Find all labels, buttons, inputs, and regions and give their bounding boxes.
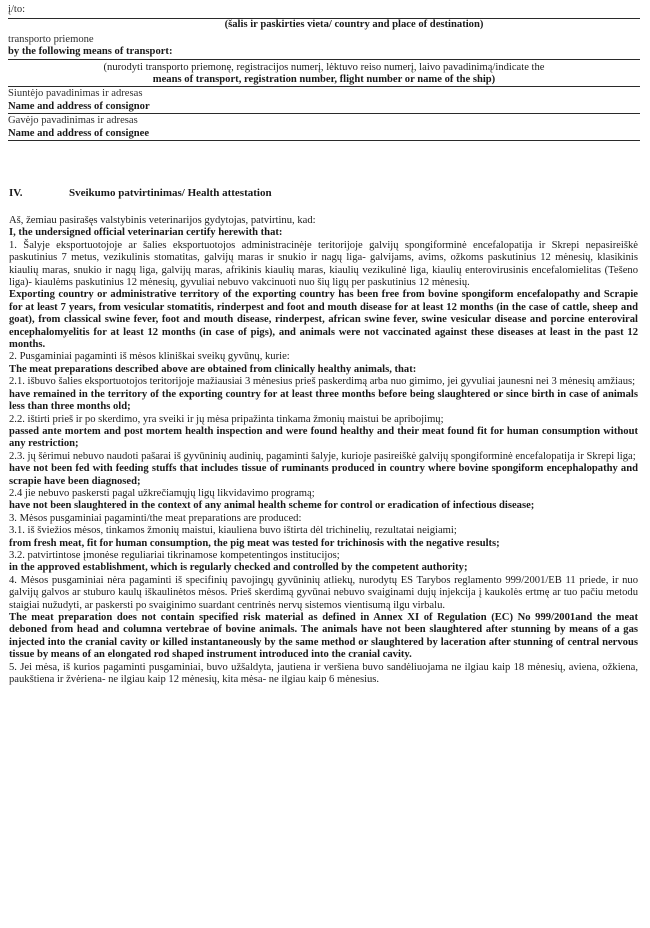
paragraph-3-lt: 3. Mėsos pusgaminiai pagaminti/the meat preparations are produced:	[9, 512, 302, 524]
section-title	[9, 187, 272, 199]
paragraph-4-en: The meat preparation does not contain specified risk material as defined in Annex XI of Regulation (EC) No 999/2001and the meat deboned from head and columna vertebrae of bovine animals. The animals have not been slaughtered after stunning by means of a gas injected into the cranial cavity or killed instantaneously by the same method or slaughtered by laceration after stunning of central nervous tissue by means of an elongated rod shaped instrument introduced into the cranial cavity.	[9, 612, 638, 661]
to-label: į/to:	[8, 4, 26, 15]
paragraph-3-2-en: in the approved establishment, which is regularly checked and controlled by the competent authority;	[9, 562, 468, 574]
paragraph-2-4-en: have not been slaughtered in the context of any animal health scheme for control or eradication of infectious disease;	[9, 500, 535, 512]
paragraph-2-1-en: have remained in the territory of the exporting country for at least three months before being slaughtered or since birth in case of animals less than three months old;	[9, 388, 638, 413]
paragraph-2-4-lt: 2.4 jie nebuvo paskersti pagal užkrečiamųjų ligų likvidavimo programą;	[9, 487, 315, 499]
paragraph-3-1-lt: 3.1. iš šviežios mėsos, tinkamos žmonių maistui, kiauliena buvo ištirta dėl trichinelių, rezultatai neigiami;	[9, 525, 457, 537]
transport-note-line-2: means of transport, registration number, flight number or name of the ship)	[8, 74, 640, 87]
transport-note-line-1: (nurodyti transporto priemonę, registracijos numerį, lėktuvo reiso numerį, laivo pavadinimą/indicate the	[103, 61, 545, 73]
paragraph-3-1-en: from fresh meat, fit for human consumption, the pig meat was tested for trichinosis with the negative results;	[9, 537, 500, 549]
transport-label-lt: transporto priemone	[8, 33, 94, 45]
consignor-label-en: Name and address of consignor	[8, 101, 640, 114]
transport-label-en: by the following means of transport:	[8, 46, 640, 59]
paragraph-1-lt: 1. Šalyje eksportuotojoje ar šalies eksportuotojos administracinėje teritorijoje galvijų spongiforminė encefalopatija ir Skrepi nepasireiškė paskutinius 7 metus, vezikulinis stomatitas, galvijų maras ir snukio ir nagų liga- galvijams, avims, ožkoms paskutinius 12 mėnesių, klasikinis kiaulių maras, snukio ir nagų liga, galvijų maras, afrikinis kiaulių maras, kiaulių vezikulinė liga, kiaulių enterovirusinis encefalomielitas (Tešeno liga)- kiaulėms paskutinius 12 mėnesių, gyvuliai nebuvo vakcinuoti nuo šių ligų per paskutinius 12 mėnesių.	[9, 239, 638, 289]
intro-en: I, the undersigned official veterinarian certify herewith that:	[9, 227, 283, 239]
consignee-label-en: Name and address of consignee	[8, 128, 640, 141]
intro-lt: Aš, žemiau pasirašęs valstybinis veterinarijos gydytojas, patvirtinu, kad:	[9, 215, 316, 226]
attestation-body	[9, 215, 638, 686]
paragraph-1-en: Exporting country or administrative territory of the exporting country has been free from bovine spongiform encefalopathy and Scrapie for at least 7 years, from vesicular stomatitis, rinderpest and foot and mouth disease for at least 12 months (in the case of cattle, sheep and goat), from classical swine fever, foot and mouth disease, rinderpest, african swine fever, swine vesicular disease and porcine enteroviral encephalomyelitis for at least 12 months (in case of pigs), and animals were not vaccinated against these diseases at least in the past 12 months.	[9, 289, 638, 351]
paragraph-3-2-lt: 3.2. patvirtintose įmonėse reguliariai tikrinamose kompetentingos institucijos;	[9, 549, 340, 561]
paragraph-2-3-en: have not been fed with feeding stuffs that includes tissue of ruminants produced in country where bovine spongiform encephalopathy and scrapie have been diagnosed;	[9, 463, 638, 487]
destination-label: (šalis ir paskirties vieta/ country and place of destination)	[224, 19, 484, 31]
paragraph-2-2-en: passed ante mortem and post mortem health inspection and were found healthy and their meat found fit for human consumption without any restriction;	[9, 425, 638, 450]
section-number: IV.	[9, 187, 23, 199]
paragraph-5-lt: 5. Jei mėsa, iš kurios pagaminti pusgaminiai, buvo užšaldyta, jautiena ir veršiena buvo sandėliuojama ne ilgiau kaip 18 mėnesių, aviena, ožkiena, paukštiena ir žvėriena- ne ilgiau kaip 12 mėnesių, kita mėsa- ne ilgiau kaip 6 mėnesius.	[9, 661, 638, 686]
section-heading: Sveikumo patvirtinimas/ Health attestation	[69, 187, 272, 199]
paragraph-2-1-lt: 2.1. išbuvo šalies eksportuotojos teritorijoje mažiausiai 3 mėnesius prieš paskerdimą arba nuo gimimo, jei gyvuliai jaunesni nei 3 mėnesių amžiaus;	[9, 376, 636, 388]
consignor-label-lt: Siuntėjo pavadinimas ir adresas	[8, 88, 143, 100]
header-block	[8, 4, 640, 141]
paragraph-2-2-lt: 2.2. ištirti prieš ir po skerdimo, yra sveiki ir jų mėsa pripažinta tinkama žmonių maistui be apribojimų;	[9, 413, 444, 425]
paragraph-4-lt: 4. Mėsos pusgaminiai nėra pagaminti iš specifinių pavojingų gyvūninių atliekų, nurodytų ES Tarybos reglamento 999/2001/EB 11 priede, ir nuo galvijų galvos ar stuburo kaulų iškaulinėtos mėsos. Prieš skerdimą gyvūnai nebuvo svaiginami dujų injekcija į kaukolės ertmę ar tuo pačiu metodu staigiai nužudyti, ar paskersti po svaiginimo suardant centrinės nervų sistemos vientisumą ilgu virbalu.	[9, 574, 638, 611]
paragraph-2-lt: 2. Pusgaminiai pagaminti iš mėsos kliniškai sveikų gyvūnų, kurie:	[9, 351, 290, 363]
paragraph-2-3-lt: 2.3. jų šėrimui nebuvo naudoti pašarai iš gyvūninių audinių, pagaminti šalyje, kurioje pasireiškė galvijų spongiforminė encefalopatija ir Skrepi liga;	[9, 450, 636, 462]
consignee-label-lt: Gavėjo pavadinimas ir adresas	[8, 115, 138, 127]
paragraph-2-en: The meat preparations described above are obtained from clinically healthy animals, that:	[9, 363, 417, 375]
